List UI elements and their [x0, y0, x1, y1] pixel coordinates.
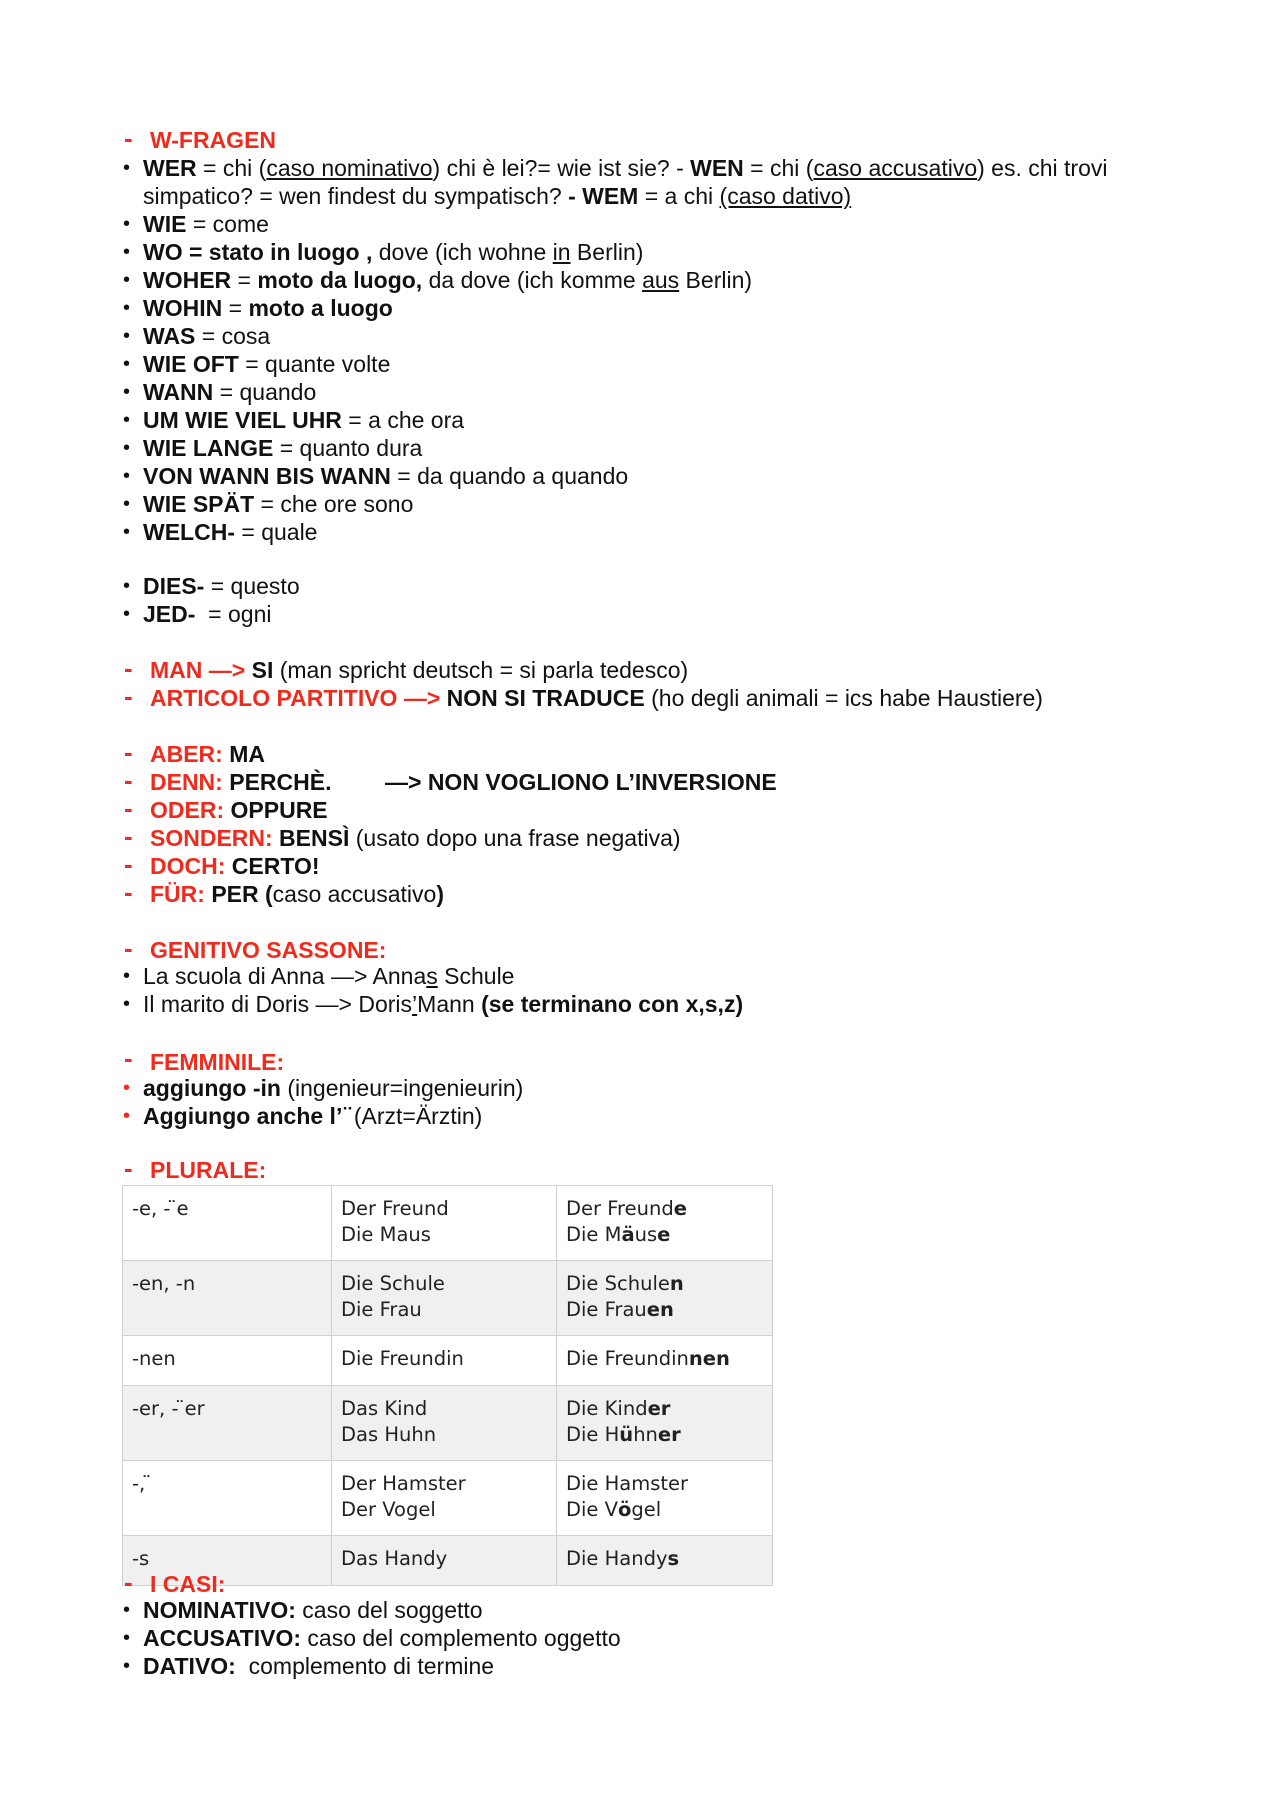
plural-cell: Die Schulen Die Frauen: [557, 1261, 773, 1336]
bullet: •: [123, 1105, 131, 1127]
singular-cell: Die Schule Die Frau: [332, 1261, 557, 1336]
aber-line: ABER: MA: [150, 741, 266, 767]
heading-dash: -: [124, 123, 133, 153]
wann-line: WANN = quando: [143, 379, 317, 405]
bullet: •: [123, 575, 131, 597]
bullet: •: [123, 1655, 131, 1677]
bullet: •: [123, 1077, 131, 1099]
wohin-line: WOHIN = moto a luogo: [143, 295, 393, 321]
wfragen-heading: W-FRAGEN: [150, 127, 277, 153]
dativo-line: DATIVO: complemento di termine: [143, 1653, 495, 1679]
heading-dash: -: [124, 933, 133, 963]
accusativo-line: ACCUSATIVO: caso del complemento oggetto: [143, 1625, 621, 1651]
ending-cell: -s: [123, 1536, 332, 1586]
genitivo-example-1: La scuola di Anna —> Annas Schule: [143, 963, 515, 989]
bullet: •: [123, 297, 131, 319]
denn-line: DENN: PERCHÈ.: [150, 769, 332, 795]
bullet: •: [123, 493, 131, 515]
heading-dash: -: [124, 681, 133, 711]
table-row: [123, 1461, 773, 1536]
bullet: •: [123, 241, 131, 263]
heading-dash: -: [124, 821, 133, 851]
woher-line: WOHER = moto da luogo, da dove (ich komme aus Berlin): [143, 267, 753, 293]
bullet: •: [123, 409, 131, 431]
wer-line-continued: simpatico? = wen findest du sympatisch? - WEM = a chi (caso dativo): [143, 183, 852, 209]
bullet: •: [123, 157, 131, 179]
heading-dash: -: [124, 653, 133, 683]
ending-cell: -en, -n: [123, 1261, 332, 1336]
fur-line: FÜR: PER (caso accusativo): [150, 881, 444, 907]
plural-cell: Die Hamster Die Vögel: [557, 1461, 773, 1536]
um-wie-viel-uhr-line: UM WIE VIEL UHR = a che ora: [143, 407, 465, 433]
singular-cell: Der Hamster Der Vogel: [332, 1461, 557, 1536]
von-wann-line: VON WANN BIS WANN = da quando a quando: [143, 463, 629, 489]
inversion-note: —> NON VOGLIONO L’INVERSIONE: [385, 769, 777, 795]
jed-line: JED- = ogni: [143, 601, 272, 627]
heading-dash: -: [124, 765, 133, 795]
femminile-rule-1: aggiungo -in (ingenieur=ingenieurin): [143, 1075, 524, 1101]
bullet: •: [123, 465, 131, 487]
wie-oft-line: WIE OFT = quante volte: [143, 351, 391, 377]
heading-dash: -: [124, 793, 133, 823]
femminile-heading: FEMMINILE:: [150, 1049, 285, 1075]
bullet: •: [123, 1599, 131, 1621]
bullet: •: [123, 1627, 131, 1649]
heading-dash: -: [124, 1567, 133, 1597]
wie-lange-line: WIE LANGE = quanto dura: [143, 435, 423, 461]
plural-cell: Die Handys: [557, 1536, 773, 1586]
doch-line: DOCH: CERTO!: [150, 853, 320, 879]
genitivo-example-2: Il marito di Doris —> Doris’Mann (se terminano con x,s,z): [143, 991, 744, 1017]
heading-dash: -: [124, 737, 133, 767]
ending-cell: -nen: [123, 1336, 332, 1386]
wo-line: WO = stato in luogo , dove (ich wohne in Berlin): [143, 239, 644, 265]
bullet: •: [123, 965, 131, 987]
heading-dash: -: [124, 1043, 133, 1073]
plural-cell: Die Freundinnen: [557, 1336, 773, 1386]
dies-line: DIES- = questo: [143, 573, 300, 599]
singular-cell: Der Freund Die Maus: [332, 1186, 557, 1261]
table-row: [123, 1186, 773, 1261]
plural-cell: Der Freunde Die Mäuse: [557, 1186, 773, 1261]
ending-cell: -e, - ̈e: [123, 1186, 332, 1261]
nominativo-line: NOMINATIVO: caso del soggetto: [143, 1597, 483, 1623]
heading-dash: -: [124, 1153, 133, 1183]
bullet: •: [123, 353, 131, 375]
bullet: •: [123, 381, 131, 403]
man-line: MAN —> SI (man spricht deutsch = si parla tedesco): [150, 657, 689, 683]
partitivo-line: ARTICOLO PARTITIVO —> NON SI TRADUCE (ho degli animali = ics habe Haustiere): [150, 685, 1043, 711]
femminile-rule-2: Aggiungo anche l’ ̈ (Arzt=Ärztin): [143, 1103, 483, 1129]
bullet: •: [123, 325, 131, 347]
sondern-line: SONDERN: BENSÌ (usato dopo una frase negativa): [150, 825, 681, 851]
bullet: •: [123, 437, 131, 459]
wer-line: WER = chi (caso nominativo) chi è lei?= wie ist sie? - WEN = chi (caso accusativo) es. chi trovi: [143, 155, 1108, 181]
singular-cell: Das Kind Das Huhn: [332, 1386, 557, 1461]
singular-cell: Das Handy: [332, 1536, 557, 1586]
heading-dash: -: [124, 877, 133, 907]
bullet: •: [123, 521, 131, 543]
table-row: [123, 1336, 773, 1386]
plurale-heading: PLURALE:: [150, 1157, 267, 1183]
table-row: [123, 1386, 773, 1461]
genitivo-heading: GENITIVO SASSONE:: [150, 937, 387, 963]
ending-cell: -, ̈: [123, 1461, 332, 1536]
heading-dash: -: [124, 849, 133, 879]
singular-cell: Die Freundin: [332, 1336, 557, 1386]
plural-table: [122, 1185, 773, 1586]
bullet: •: [123, 603, 131, 625]
wie-line: WIE = come: [143, 211, 269, 237]
casi-heading: I CASI:: [150, 1571, 226, 1597]
ending-cell: -er, - ̈er: [123, 1386, 332, 1461]
plural-cell: Die Kinder Die Hühner: [557, 1386, 773, 1461]
wie-spaet-line: WIE SPÄT = che ore sono: [143, 491, 414, 517]
bullet: •: [123, 269, 131, 291]
welch-line: WELCH- = quale: [143, 519, 318, 545]
oder-line: ODER: OPPURE: [150, 797, 328, 823]
bullet: •: [123, 993, 131, 1015]
bullet: •: [123, 213, 131, 235]
was-line: WAS = cosa: [143, 323, 271, 349]
table-row: [123, 1261, 773, 1336]
